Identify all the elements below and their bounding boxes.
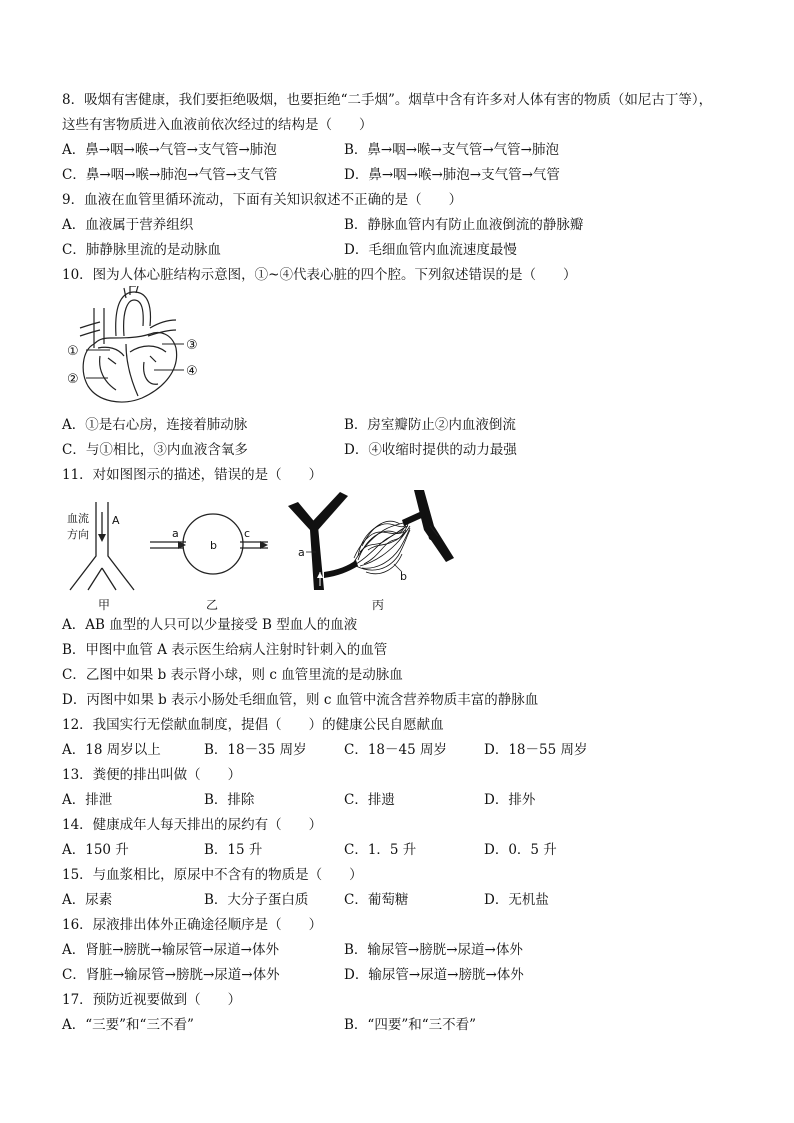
yi-c-label: c [244,527,251,540]
q10-option-b: B．房室瓣防止②内血液倒流 [344,417,516,433]
q8-option-a: A．鼻→咽→喉→气管→支气管→肺泡 [62,142,277,158]
q10-option-c: C．与①相比，③内血液含氧多 [62,442,248,458]
q14-option-b: B．15 升 [204,842,263,858]
q10-option-d: D．④收缩时提供的动力最强 [344,442,517,458]
q15-option-d: D．无机盐 [484,892,549,908]
yi-b-label: b [210,539,217,552]
heart-diagram [64,286,214,408]
q17-option-a: A．“三要”和“三不看” [62,1017,194,1033]
q12-option-c: C．18－45 周岁 [344,742,447,758]
jia-flow-label: 血流 [67,512,89,525]
q15-option-b: B．大分子蛋白质 [204,892,309,908]
q12-stem: 12．我国实行无偿献血制度，提倡（ ）的健康公民自愿献血 [62,717,444,733]
q8-stem-cont: 这些有害物质进入血液前依次经过的结构是（ ） [62,117,373,133]
yi-a-label: a [172,527,179,540]
q8-option-b: B．鼻→咽→喉→支气管→气管→肺泡 [344,142,559,158]
q12-option-d: D．18－55 周岁 [484,742,588,758]
q9-option-d: D．毛细血管内血流速度最慢 [344,242,517,258]
bing-caption: 丙 [372,598,385,612]
q14-stem: 14．健康成年人每天排出的尿约有（ ） [62,817,323,833]
q11-option-b: B．甲图中血管 A 表示医生给病人注射时针刺入的血管 [62,642,388,658]
q14-option-d: D．0．5 升 [484,842,557,858]
q13-option-c: C．排遗 [344,792,395,808]
bing-c-label: c [428,530,435,543]
heart-label-4: ④ [186,364,198,379]
q9-stem: 9．血液在血管里循环流动，下面有关知识叙述不正确的是（ ） [62,192,463,208]
q16-option-d: D．输尿管→尿道→膀胱→体外 [344,967,524,983]
q12-option-b: B．18－35 周岁 [204,742,307,758]
q9-option-b: B．静脉血管内有防止血液倒流的静脉瓣 [344,217,584,233]
q12-option-a: A．18 周岁以上 [62,742,161,758]
q13-stem: 13．粪便的排出叫做（ ） [62,767,242,783]
q9-option-c: C．肺静脉里流的是动脉血 [62,242,221,258]
vessel-diagram-yi [146,498,276,614]
capillary-diagram-bing [284,486,460,614]
q16-option-a: A．肾脏→膀胱→输尿管→尿道→体外 [62,942,279,958]
q11-option-c: C．乙图中如果 b 表示肾小球，则 c 血管里流的是动脉血 [62,667,403,683]
q15-option-c: C．葡萄糖 [344,892,409,908]
q15-stem: 15．与血浆相比，原尿中不含有的物质是（ ） [62,867,363,883]
q17-stem: 17．预防近视要做到（ ） [62,992,242,1008]
q16-option-b: B．输尿管→膀胱→尿道→体外 [344,942,523,958]
q8-option-c: C．鼻→咽→喉→肺泡→气管→支气管 [62,167,278,183]
q13-option-a: A．排泄 [62,792,113,808]
q16-stem: 16．尿液排出体外正确途径顺序是（ ） [62,917,323,933]
q11-stem: 11．对如图图示的描述，错误的是（ ） [62,467,323,483]
q9-option-a: A．血液属于营养组织 [62,217,194,233]
bing-a-label: a [298,546,305,559]
q13-option-d: D．排外 [484,792,536,808]
heart-label-3: ③ [186,338,198,353]
q10-stem: 10．图为人体心脏结构示意图，①~④代表心脏的四个腔。下列叙述错误的是（ ） [62,267,577,283]
q17-option-b: B．“四要”和“三不看” [344,1017,477,1033]
q13-option-b: B．排除 [204,792,255,808]
bing-b-label: b [400,570,407,583]
q14-option-c: C．1．5 升 [344,842,417,858]
q8-stem: 8．吸烟有害健康，我们要拒绝吸烟，也要拒绝“二手烟”。烟草中含有许多对人体有害的物质（如尼古丁等）， [62,92,713,108]
q15-option-a: A．尿素 [62,892,113,908]
yi-caption: 乙 [206,598,219,612]
jia-vessel-a-label: A [112,514,120,527]
q10-option-a: A．①是右心房，连接着肺动脉 [62,417,248,433]
jia-caption: 甲 [98,598,111,612]
vessel-diagram-jia [62,498,144,614]
heart-label-2: ② [67,372,79,387]
q11-option-d: D．丙图中如果 b 表示小肠处毛细血管，则 c 血管中流含营养物质丰富的静脉血 [62,692,539,708]
q16-option-c: C．肾脏→输尿管→膀胱→尿道→体外 [62,967,280,983]
jia-flow-label-2: 方向 [67,528,89,541]
heart-label-1: ① [67,344,79,359]
q11-option-a: A．AB 血型的人只可以少量接受 B 型血人的血液 [62,617,358,633]
q14-option-a: A．150 升 [62,842,129,858]
q8-option-d: D．鼻→咽→喉→肺泡→支气管→气管 [344,167,560,183]
